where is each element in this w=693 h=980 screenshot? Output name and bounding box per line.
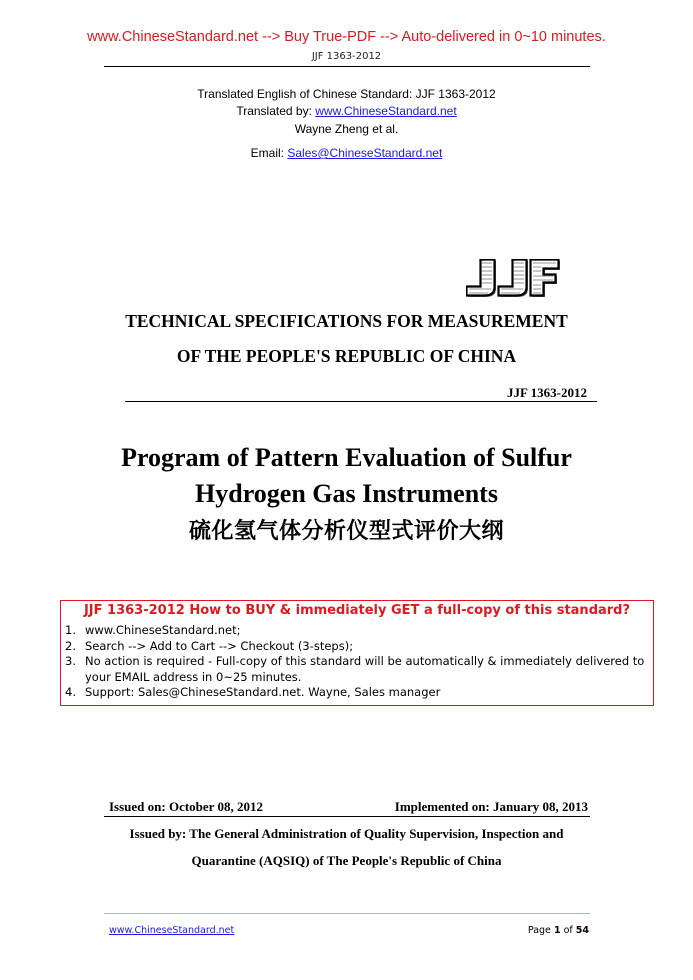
email-label: Email: (250, 146, 288, 160)
footer-site-link[interactable]: www.ChineseStandard.net (109, 925, 235, 936)
header-doc-number: JJF 1363-2012 (311, 51, 382, 62)
org-title-line1: TECHNICAL SPECIFICATIONS FOR MEASUREMENT (125, 311, 568, 331)
org-title-line2: OF THE PEOPLE'S REPUBLIC OF CHINA (176, 346, 517, 366)
footer-divider (104, 913, 590, 914)
header-divider (104, 66, 590, 67)
purchase-steps-list (65, 623, 651, 701)
email-link[interactable]: Sales@ChineseStandard.net (287, 146, 443, 160)
standard-number-rule (125, 401, 597, 402)
issued-date: Issued on: October 08, 2012 (109, 799, 263, 814)
jjf-logo (466, 259, 562, 299)
title-en-line2: Hydrogen Gas Instruments (195, 479, 498, 508)
email-line (0, 146, 693, 160)
dates-divider (104, 816, 590, 817)
top-banner[interactable]: www.ChineseStandard.net --> Buy True-PDF --> Auto-delivered in 0~10 minutes. (87, 29, 606, 45)
translator-site-link[interactable]: www.ChineseStandard.net (315, 104, 457, 118)
translators: Wayne Zheng et al. (294, 122, 399, 136)
issuer-line2: Quarantine (AQSIQ) of The People's Republic of China (191, 853, 502, 868)
standard-number: JJF 1363-2012 (506, 385, 587, 400)
page-number: Page 1 of 54 (527, 925, 589, 936)
list-item: 2. Search --> Add to Cart --> Checkout (3-steps); (65, 638, 354, 653)
translated-by-label: Translated by: (236, 104, 316, 118)
implemented-date: Implemented on: January 08, 2013 (394, 799, 588, 814)
list-item: 3. No action is required - Full-copy of this standard will be automatically & immediately delivered to your EMAIL address in 0~25 minutes. (65, 654, 645, 684)
purchase-info-box (60, 600, 654, 706)
translation-source: Translated English of Chinese Standard: JJF 1363-2012 (197, 87, 496, 101)
title-en-line1: Program of Pattern Evaluation of Sulfur (121, 443, 572, 472)
translated-by (0, 104, 693, 118)
list-item: 4. Support: Sales@ChineseStandard.net. Wayne, Sales manager (65, 685, 441, 699)
purchase-heading: JJF 1363-2012 How to BUY & immediately GET a full-copy of this standard? (83, 603, 631, 618)
issuer-line1: Issued by: The General Administration of Quality Supervision, Inspection and (129, 826, 564, 841)
list-item: 1. www.ChineseStandard.net; (65, 623, 241, 637)
title-cn: 硫化氢气体分析仪型式评价大纲 (188, 519, 504, 544)
